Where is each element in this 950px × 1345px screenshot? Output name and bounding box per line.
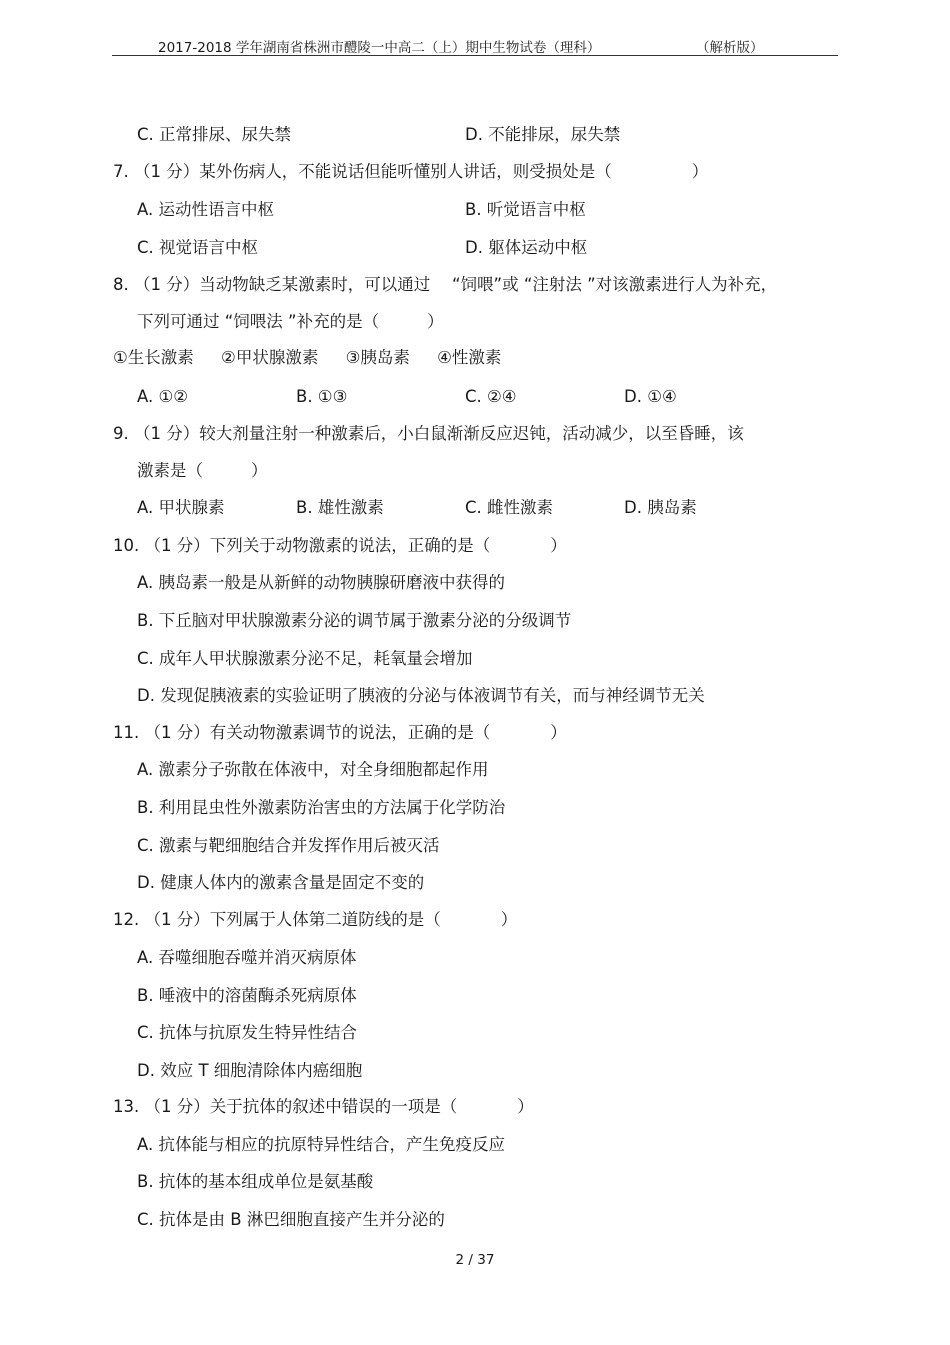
- q8-close: ）: [427, 312, 444, 331]
- q8-item-1: ①生长激素: [113, 348, 194, 367]
- q11-close: ）: [550, 723, 567, 742]
- header-rule: [112, 55, 838, 56]
- q13-stem-text: 13. （1 分）关于抗体的叙述中错误的一项是（: [113, 1097, 458, 1116]
- q13-option-c: C. 抗体是由 B 淋巴细胞直接产生并分泌的: [137, 1210, 445, 1229]
- q12-close: ）: [500, 910, 518, 929]
- q7-stem-text: 7. （1 分）某外伤病人，不能说话但能听懂别人讲话，则受损处是（: [113, 162, 612, 181]
- q10-option-c: C. 成年人甲状腺激素分泌不足，耗氧量会增加: [137, 649, 473, 668]
- q8-item-4: ④性激素: [437, 348, 502, 367]
- q12-stem-text: 12. （1 分）下列属于人体第二道防线的是（: [113, 910, 441, 929]
- q13-close: ）: [517, 1097, 534, 1116]
- q11-option-d: D. 健康人体内的激素含量是固定不变的: [137, 873, 425, 892]
- q12-option-c: C. 抗体与抗原发生特异性结合: [137, 1023, 358, 1042]
- q8-option-c: C. ②④: [465, 387, 517, 406]
- q6-option-c: C. 正常排尿、尿失禁: [137, 125, 292, 144]
- q7-close: ）: [691, 162, 709, 181]
- q11-stem-text: 11. （1 分）有关动物激素调节的说法，正确的是（: [113, 723, 491, 742]
- q13-stem: [113, 1096, 534, 1118]
- q8-items: [113, 347, 501, 369]
- q8-stem-line1: 8. （1 分）当动物缺乏某激素时，可以通过 “饲喂”或 “注射法 ”对该激素进行人为补充，: [113, 275, 778, 294]
- q9-option-c: C. 雌性激素: [465, 498, 554, 517]
- page-number: 2 / 37: [455, 1252, 495, 1268]
- q10-stem: [113, 535, 567, 557]
- q9-stem-line1: 9. （1 分）较大剂量注射一种激素后，小白鼠渐渐反应迟钝，活动减少，以至昏睡，该: [113, 424, 744, 443]
- q13-option-b: B. 抗体的基本组成单位是氨基酸: [137, 1172, 374, 1191]
- q9-option-b: B. 雄性激素: [296, 498, 384, 517]
- q10-option-a: A. 胰岛素一般是从新鲜的动物胰腺研磨液中获得的: [137, 573, 505, 592]
- q7-option-c: C. 视觉语言中枢: [137, 238, 259, 257]
- q7-option-a: A. 运动性语言中枢: [137, 200, 274, 219]
- q13-option-a: A. 抗体能与相应的抗原特异性结合，产生免疫反应: [137, 1135, 505, 1154]
- q8-stem-text: 下列可通过 “饲喂法 ”补充的是（: [137, 312, 380, 331]
- q9-stem-line2: [137, 460, 268, 482]
- q7-option-b: B. 听觉语言中枢: [465, 200, 586, 219]
- q11-option-a: A. 激素分子弥散在体液中，对全身细胞都起作用: [137, 760, 489, 779]
- q12-option-d: D. 效应 T 细胞清除体内癌细胞: [137, 1061, 363, 1080]
- q9-close: ）: [251, 461, 268, 480]
- q10-option-b: B. 下丘脑对甲状腺激素分泌的调节属于激素分泌的分级调节: [137, 611, 572, 630]
- header-suffix: （解析版）: [696, 40, 764, 56]
- q9-option-a: A. 甲状腺素: [137, 498, 225, 517]
- q12-option-b: B. 唾液中的溶菌酶杀死病原体: [137, 986, 357, 1005]
- q6-option-d: D. 不能排尿，尿失禁: [465, 125, 621, 144]
- q10-stem-text: 10. （1 分）下列关于动物激素的说法，正确的是（: [113, 536, 491, 555]
- q8-option-d: D. ①④: [624, 387, 677, 406]
- q11-stem: [113, 722, 567, 744]
- q12-stem: [113, 909, 517, 931]
- q7-stem: [113, 161, 708, 183]
- q9-option-d: D. 胰岛素: [624, 498, 697, 517]
- q12-option-a: A. 吞噬细胞吞噬并消灭病原体: [137, 948, 357, 967]
- header-title: 2017-2018 学年湖南省株洲市醴陵一中高二（上）期中生物试卷（理科）: [158, 40, 601, 56]
- q9-stem-text: 激素是（: [137, 461, 203, 480]
- q8-option-a: A. ①②: [137, 387, 189, 406]
- q11-option-c: C. 激素与靶细胞结合并发挥作用后被灭活: [137, 836, 440, 855]
- q11-option-b: B. 利用昆虫性外激素防治害虫的方法属于化学防治: [137, 798, 506, 817]
- q8-option-b: B. ①③: [296, 387, 348, 406]
- q10-option-d: D. 发现促胰液素的实验证明了胰液的分泌与体液调节有关，而与神经调节无关: [137, 686, 705, 705]
- q8-item-3: ③胰岛素: [345, 348, 410, 367]
- q8-item-2: ②甲状腺激素: [221, 348, 319, 367]
- q8-stem-line2: [137, 311, 444, 333]
- q10-close: ）: [550, 536, 567, 555]
- q7-option-d: D. 躯体运动中枢: [465, 238, 588, 257]
